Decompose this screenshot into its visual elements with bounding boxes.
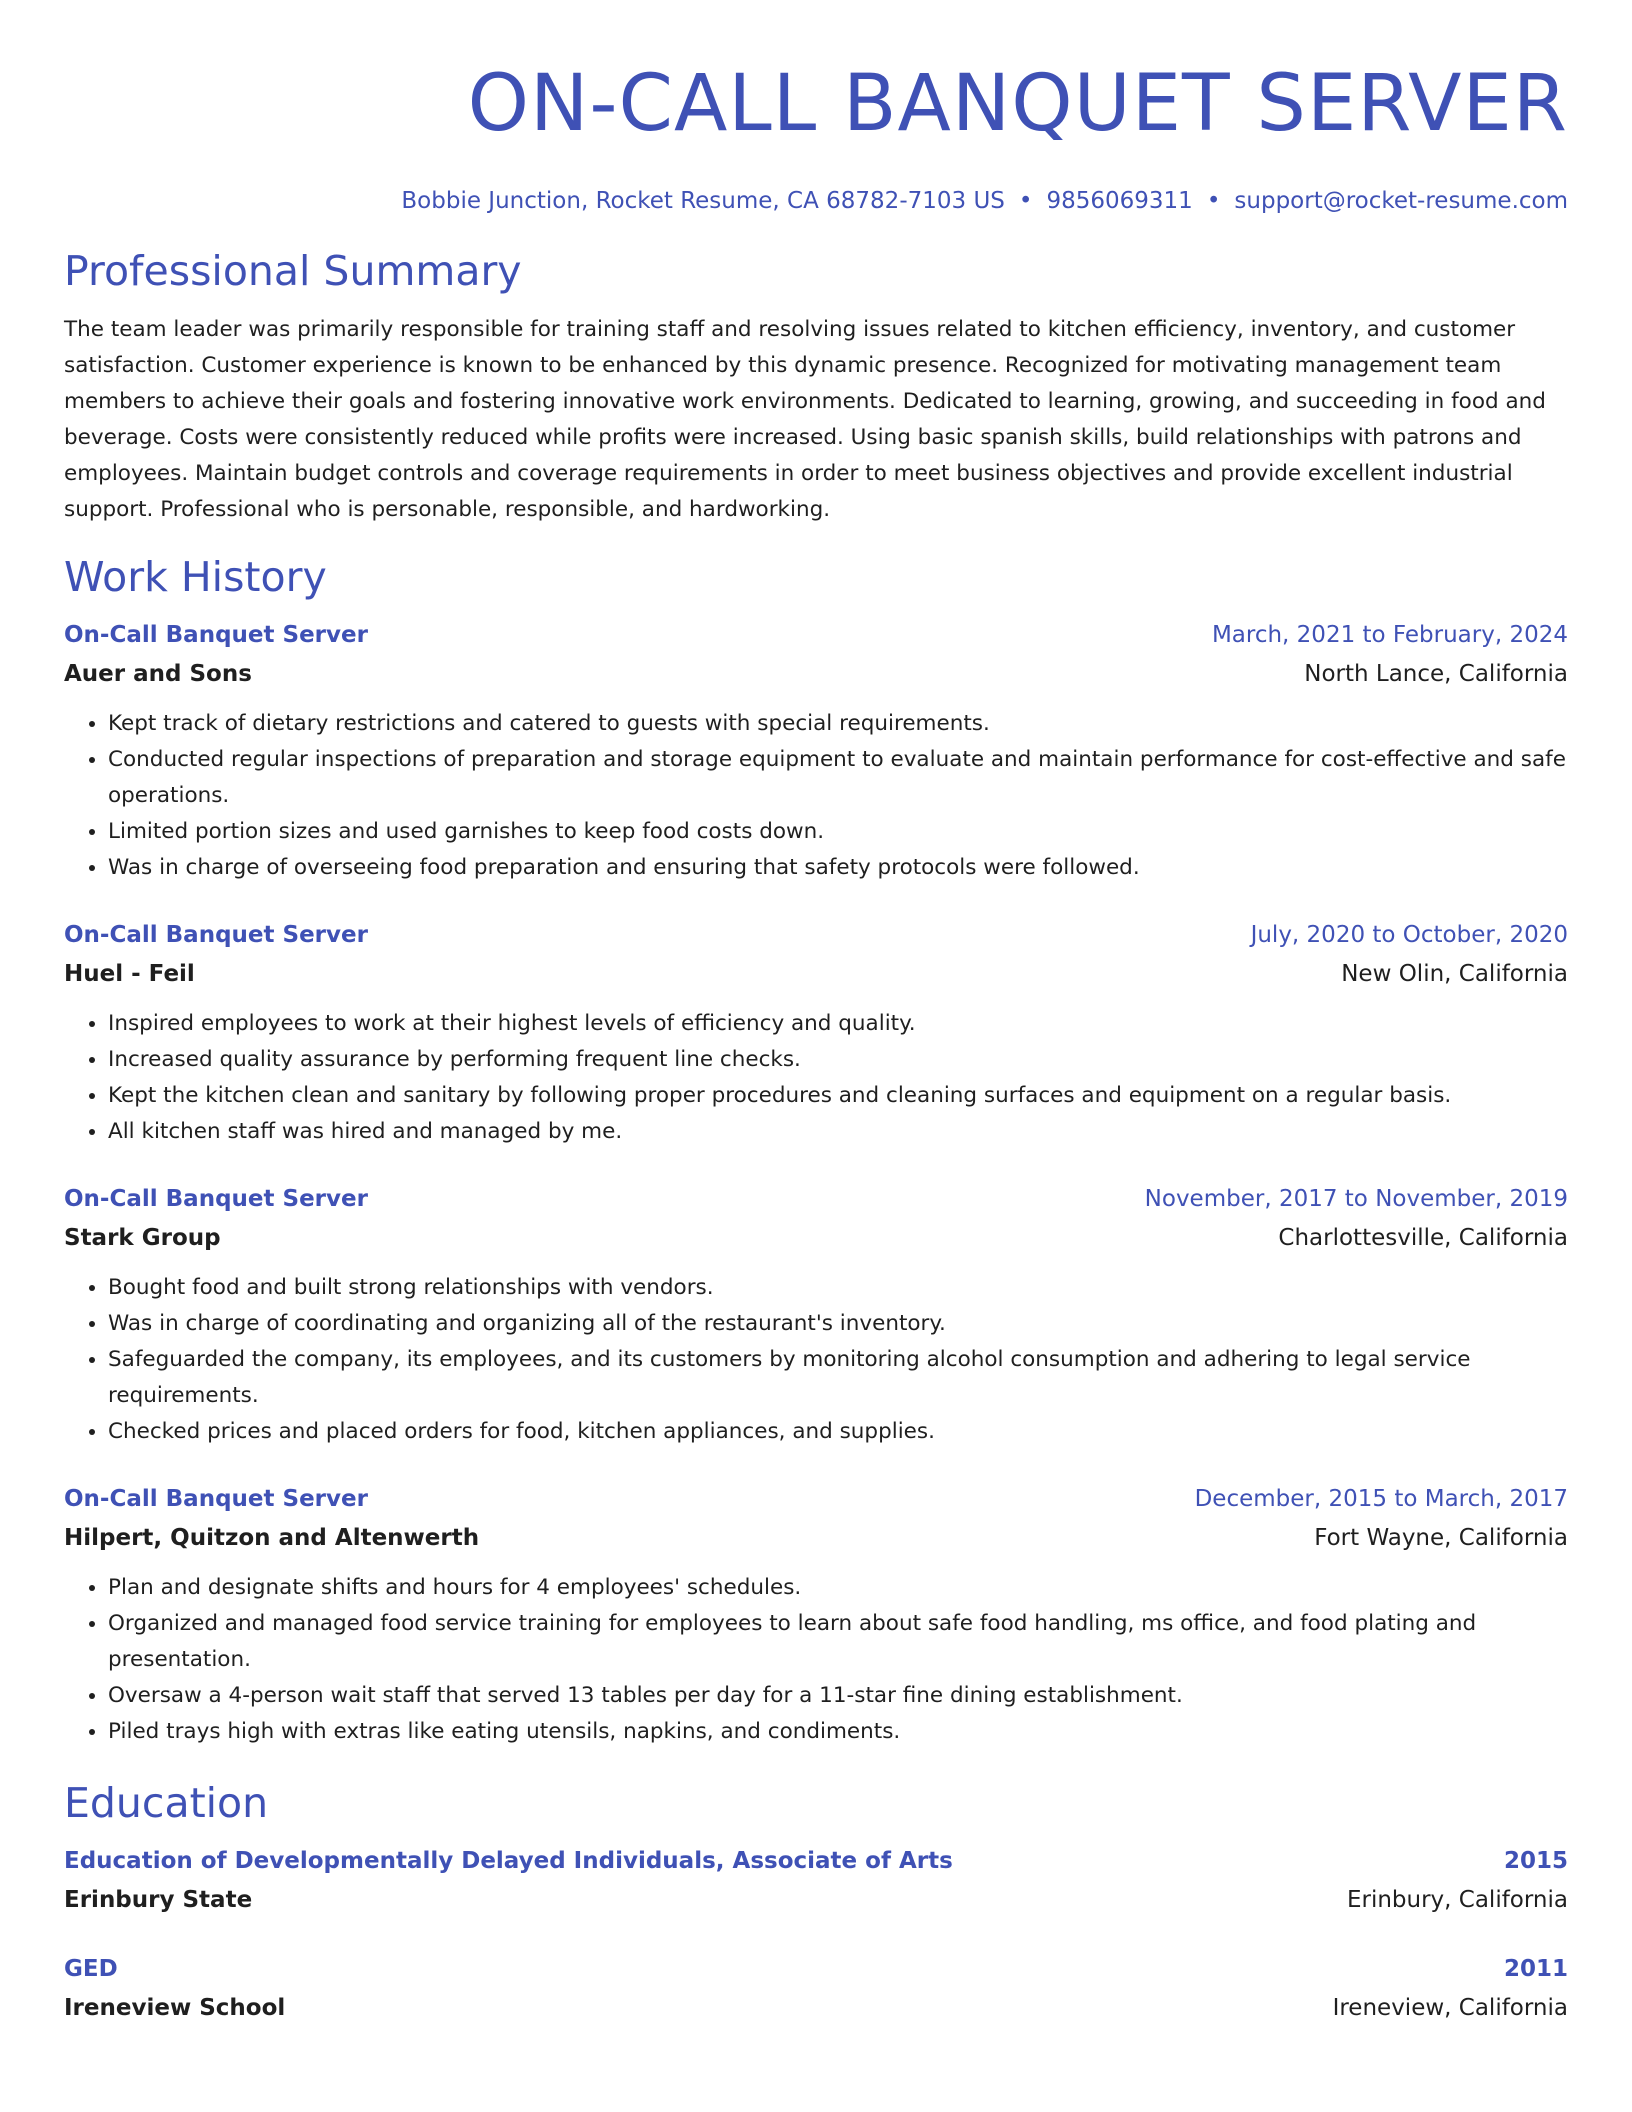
job-bullets (64, 706, 1568, 886)
education-location: Ireneview, California (1332, 1995, 1568, 2021)
job-bullet: • Oversaw a 4-person wait staff that served 13 tables per day for a 11-star fine dining establishment. (108, 1678, 1568, 1714)
job-bullet: • Organized and managed food service training for employees to learn about safe food handling, ms office, and food plating and presentation. (108, 1606, 1568, 1678)
job-dates: November, 2017 to November, 2019 (1144, 1186, 1568, 1212)
job-bullet: • Plan and designate shifts and hours for 4 employees' schedules. (108, 1570, 1568, 1606)
contact-address: Bobbie Junction, Rocket Resume, CA 68782-7103 US (401, 188, 1005, 214)
education-degree: GED (64, 1956, 118, 1982)
education-entry (64, 1950, 1568, 2028)
education-location: Erinbury, California (1346, 1887, 1568, 1913)
education-entry (64, 1842, 1568, 1920)
job-company: Huel - Feil (64, 961, 195, 987)
contact-line (64, 186, 1568, 216)
education-school: Ireneview School (64, 1995, 286, 2021)
job-bullet: • Inspired employees to work at their highest levels of efficiency and quality. (108, 1006, 1568, 1042)
job-title: On-Call Banquet Server (64, 1486, 368, 1512)
job-title: On-Call Banquet Server (64, 1186, 368, 1212)
job-location: New Olin, California (1341, 961, 1568, 987)
job-bullet: • All kitchen staff was hired and managed by me. (108, 1114, 1568, 1150)
job-bullet: • Bought food and built strong relationships with vendors. (108, 1270, 1568, 1306)
education-degree: Education of Developmentally Delayed Individuals, Associate of Arts (64, 1848, 953, 1874)
job-bullet: • Conducted regular inspections of preparation and storage equipment to evaluate and maintain performance for cost-effective and safe operations. (108, 742, 1568, 814)
job-bullet: • Increased quality assurance by performing frequent line checks. (108, 1042, 1568, 1078)
contact-phone: 9856069311 (1046, 188, 1193, 214)
resume-title: ON-CALL BANQUET SERVER (467, 59, 1568, 149)
job-bullet: • Was in charge of coordinating and organizing all of the restaurant's inventory. (108, 1306, 1568, 1342)
job-bullet: • Limited portion sizes and used garnishes to keep food costs down. (108, 814, 1568, 850)
job-company: Auer and Sons (64, 661, 252, 687)
job-bullet: • Kept track of dietary restrictions and catered to guests with special requirements. (108, 706, 1568, 742)
job-dates: July, 2020 to October, 2020 (1250, 922, 1568, 948)
job-bullet: • Safeguarded the company, its employees, and its customers by monitoring alcohol consumption and adhering to legal service requirements. (108, 1342, 1568, 1414)
job-bullet: • Piled trays high with extras like eating utensils, napkins, and condiments. (108, 1714, 1568, 1750)
job-location: Charlottesville, California (1278, 1225, 1568, 1251)
job-entry (64, 616, 1568, 886)
job-bullet: • Was in charge of overseeing food preparation and ensuring that safety protocols were followed. (108, 850, 1568, 886)
contact-separator: • (1206, 188, 1221, 214)
job-company: Stark Group (64, 1225, 221, 1251)
job-title: On-Call Banquet Server (64, 922, 368, 948)
job-entry (64, 1480, 1568, 1750)
job-bullet: • Checked prices and placed orders for food, kitchen appliances, and supplies. (108, 1414, 1568, 1450)
work-history-heading: Work History (64, 553, 327, 601)
job-title: On-Call Banquet Server (64, 622, 368, 648)
job-bullet: • Kept the kitchen clean and sanitary by following proper procedures and cleaning surfaces and equipment on a regular basis. (108, 1078, 1568, 1114)
job-dates: December, 2015 to March, 2017 (1194, 1486, 1568, 1512)
job-dates: March, 2021 to February, 2024 (1211, 622, 1568, 648)
education-year: 2015 (1503, 1848, 1568, 1874)
job-entry (64, 916, 1568, 1150)
education-heading: Education (64, 1779, 269, 1827)
education-school: Erinbury State (64, 1887, 253, 1913)
job-bullets (64, 1006, 1568, 1150)
job-bullets (64, 1270, 1568, 1450)
job-bullets (64, 1570, 1568, 1750)
job-entry (64, 1180, 1568, 1450)
contact-email[interactable]: support@rocket-resume.com (1234, 188, 1568, 214)
contact-separator: • (1018, 188, 1033, 214)
job-location: North Lance, California (1304, 661, 1568, 687)
job-company: Hilpert, Quitzon and Altenwerth (64, 1525, 480, 1551)
summary-heading: Professional Summary (64, 247, 522, 295)
education-year: 2011 (1503, 1956, 1568, 1982)
summary-text: The team leader was primarily responsible for training staff and resolving issues related to kitchen efficiency, inventory, and customer satisfaction. Customer experience is known to be enhanced by this dynamic presence. Recognized for motivating management team members to achieve their goals and fostering innovative work environments. Dedicated to learning, growing, and succeeding in food and beverage. Costs were consistently reduced while profits were increased. Using basic spanish skills, build relationships with patrons and employees. Maintain budget controls and coverage requirements in order to meet business objectives and provide excellent industrial support. Professional who is personable, responsible, and hardworking. (64, 317, 1546, 522)
job-location: Fort Wayne, California (1314, 1525, 1568, 1551)
